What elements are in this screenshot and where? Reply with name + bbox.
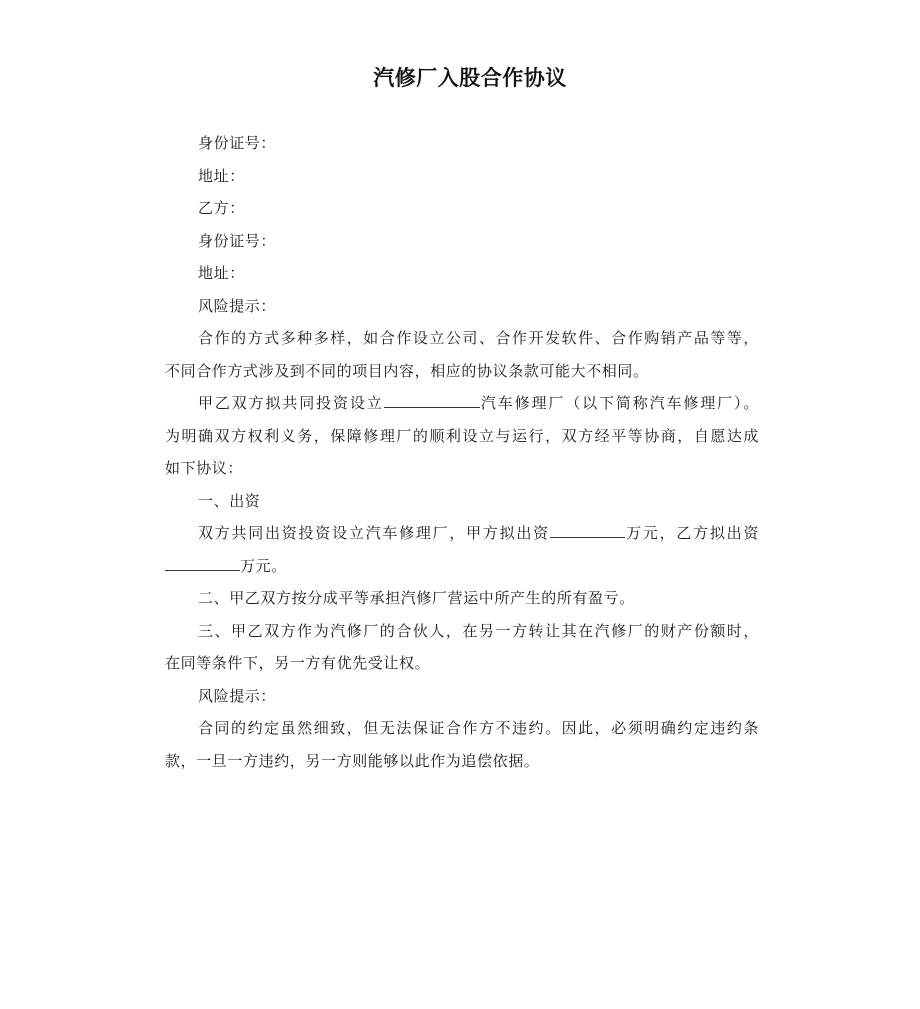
party-field-id-number-b: 身份证号： bbox=[198, 231, 277, 250]
section-text: 万元，乙方拟出资 bbox=[624, 524, 759, 542]
party-field-party-b: 乙方： bbox=[198, 199, 245, 217]
section-text: 万元。 bbox=[240, 556, 287, 575]
section-heading: 一、出资 bbox=[198, 491, 261, 510]
section-text-line: 在同等条件下，另一方有优先受让权。 bbox=[165, 654, 431, 672]
document-body bbox=[165, 127, 759, 777]
intro-line: 如下协议： bbox=[165, 459, 244, 477]
section-text-line bbox=[165, 550, 759, 583]
section-text-line: 三、甲乙双方作为汽修厂的合伙人，在另一方转让其在汽修厂的财产份额时， bbox=[198, 621, 759, 640]
intro-line: 为明确双方权利义务，保障修理厂的顺利设立与运行，双方经平等协商，自愿达成 bbox=[165, 426, 759, 445]
party-field-address-b: 地址： bbox=[198, 264, 245, 282]
risk-text-line: 合作的方式多种多样，如合作设立公司、合作开发软件、合作购销产品等等， bbox=[198, 329, 759, 347]
document-title: 汽修厂入股合作协议 bbox=[373, 66, 567, 90]
section-text-line bbox=[165, 517, 759, 550]
risk-text-line: 合同的约定虽然细致，但无法保证合作方不违约。因此，必须明确约定违约条 bbox=[198, 719, 759, 737]
risk-text-line: 款，一旦一方违约，另一方则能够以此作为追偿依据。 bbox=[165, 751, 540, 770]
risk-label: 风险提示： bbox=[198, 686, 277, 705]
section-text: 双方共同出资投资设立汽车修理厂，甲方拟出资 bbox=[198, 524, 550, 542]
risk-label: 风险提示： bbox=[198, 296, 277, 315]
intro-line bbox=[165, 387, 759, 420]
party-field-address: 地址： bbox=[198, 166, 245, 185]
party-field-id-number: 身份证号： bbox=[198, 134, 277, 152]
section-text-line: 二、甲乙双方按分成平等承担汽修厂营运中所产生的所有盈亏。 bbox=[198, 589, 635, 607]
intro-text: 汽车修理厂（以下简称汽车修理厂）。 bbox=[479, 394, 759, 412]
amount-blank-b bbox=[165, 553, 240, 571]
amount-blank-a bbox=[550, 520, 625, 538]
intro-text: 甲乙双方拟共同投资设立 bbox=[198, 394, 384, 412]
risk-text-line: 不同合作方式涉及到不同的项目内容，相应的协议条款可能大不相同。 bbox=[165, 361, 649, 380]
name-blank bbox=[384, 390, 480, 408]
